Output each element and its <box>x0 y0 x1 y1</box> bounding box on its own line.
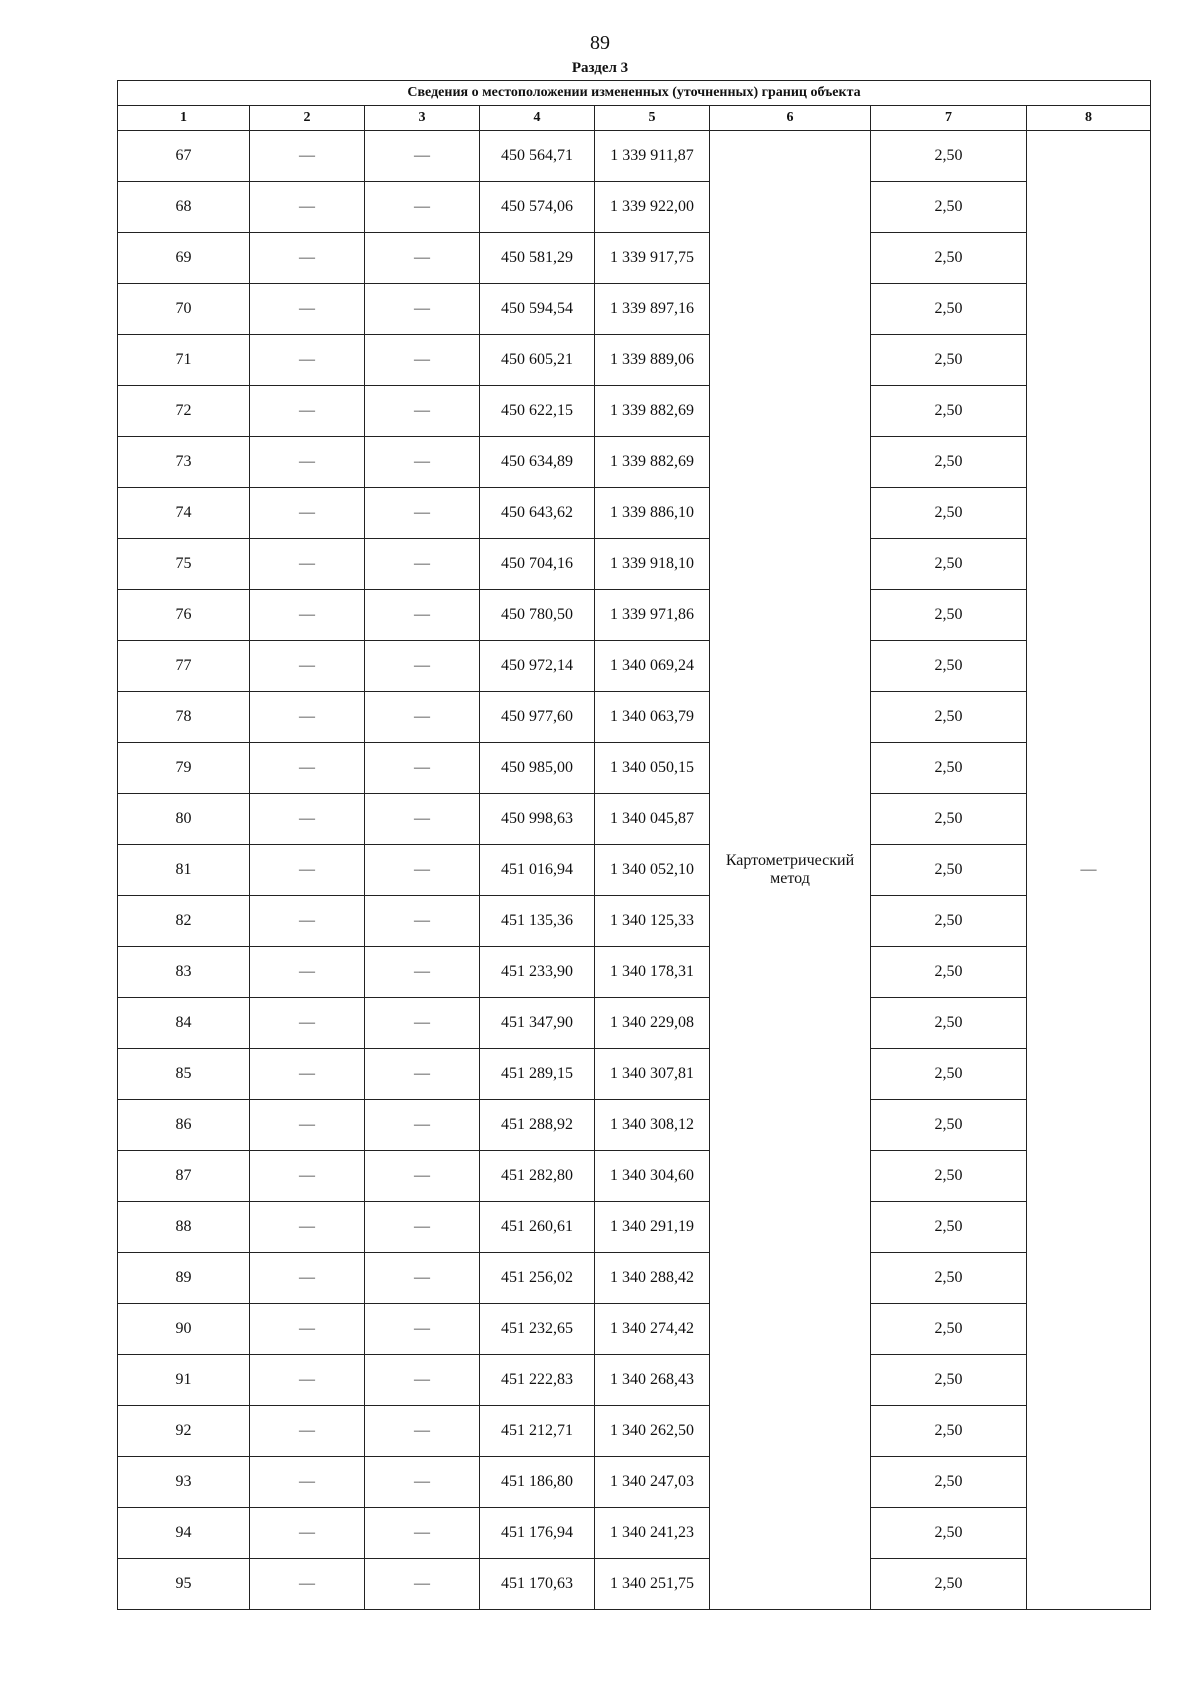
table-row <box>118 1457 1151 1508</box>
precision-cell: 2,50 <box>871 488 1027 539</box>
table-row <box>118 1304 1151 1355</box>
column-3-cell: — <box>365 335 480 386</box>
method-text: Картометрический метод <box>725 852 855 887</box>
precision-cell: 2,50 <box>871 1202 1027 1253</box>
column-3-cell: — <box>365 1508 480 1559</box>
column-2-cell: — <box>250 335 365 386</box>
precision-cell: 2,50 <box>871 1559 1027 1610</box>
precision-cell: 2,50 <box>871 386 1027 437</box>
column-3-cell: — <box>365 488 480 539</box>
column-2-cell: — <box>250 1202 365 1253</box>
y-coordinate-cell: 1 340 069,24 <box>595 641 710 692</box>
point-number-cell: 94 <box>118 1508 250 1559</box>
point-number-cell: 74 <box>118 488 250 539</box>
point-number-cell: 85 <box>118 1049 250 1100</box>
column-3-cell: — <box>365 641 480 692</box>
precision-cell: 2,50 <box>871 1508 1027 1559</box>
method-cell <box>710 131 871 1610</box>
x-coordinate-cell: 450 574,06 <box>480 182 595 233</box>
column-2-cell: — <box>250 1049 365 1100</box>
column-2-cell: — <box>250 437 365 488</box>
y-coordinate-cell: 1 340 241,23 <box>595 1508 710 1559</box>
table-row <box>118 845 1151 896</box>
y-coordinate-cell: 1 339 882,69 <box>595 386 710 437</box>
point-number-cell: 89 <box>118 1253 250 1304</box>
precision-cell: 2,50 <box>871 335 1027 386</box>
column-2-cell: — <box>250 1100 365 1151</box>
column-3-cell: — <box>365 845 480 896</box>
column-2-cell: — <box>250 1304 365 1355</box>
table-row <box>118 641 1151 692</box>
x-coordinate-cell: 451 170,63 <box>480 1559 595 1610</box>
y-coordinate-cell: 1 340 045,87 <box>595 794 710 845</box>
column-8-cell <box>1027 131 1151 1610</box>
point-number-cell: 91 <box>118 1355 250 1406</box>
x-coordinate-cell: 450 594,54 <box>480 284 595 335</box>
table-row <box>118 437 1151 488</box>
y-coordinate-cell: 1 340 229,08 <box>595 998 710 1049</box>
y-coordinate-cell: 1 340 251,75 <box>595 1559 710 1610</box>
column-2-cell: — <box>250 896 365 947</box>
column-number: 3 <box>365 106 480 131</box>
precision-cell: 2,50 <box>871 1304 1027 1355</box>
column-3-cell: — <box>365 1151 480 1202</box>
column-2-cell: — <box>250 641 365 692</box>
y-coordinate-cell: 1 340 052,10 <box>595 845 710 896</box>
precision-cell: 2,50 <box>871 998 1027 1049</box>
column-number: 4 <box>480 106 595 131</box>
column-3-cell: — <box>365 1559 480 1610</box>
y-coordinate-cell: 1 340 063,79 <box>595 692 710 743</box>
y-coordinate-cell: 1 339 897,16 <box>595 284 710 335</box>
x-coordinate-cell: 451 212,71 <box>480 1406 595 1457</box>
x-coordinate-cell: 450 581,29 <box>480 233 595 284</box>
point-number-cell: 90 <box>118 1304 250 1355</box>
point-number-cell: 77 <box>118 641 250 692</box>
y-coordinate-cell: 1 340 307,81 <box>595 1049 710 1100</box>
column-number: 6 <box>710 106 871 131</box>
x-coordinate-cell: 451 222,83 <box>480 1355 595 1406</box>
table-row <box>118 794 1151 845</box>
x-coordinate-cell: 451 260,61 <box>480 1202 595 1253</box>
point-number-cell: 95 <box>118 1559 250 1610</box>
x-coordinate-cell: 451 289,15 <box>480 1049 595 1100</box>
x-coordinate-cell: 451 288,92 <box>480 1100 595 1151</box>
column-8-text: — <box>1080 861 1097 878</box>
precision-cell: 2,50 <box>871 845 1027 896</box>
y-coordinate-cell: 1 339 889,06 <box>595 335 710 386</box>
precision-cell: 2,50 <box>871 896 1027 947</box>
table-row <box>118 896 1151 947</box>
column-2-cell: — <box>250 692 365 743</box>
column-number: 1 <box>118 106 250 131</box>
x-coordinate-cell: 451 347,90 <box>480 998 595 1049</box>
table-row <box>118 233 1151 284</box>
precision-cell: 2,50 <box>871 1151 1027 1202</box>
x-coordinate-cell: 450 643,62 <box>480 488 595 539</box>
point-number-cell: 67 <box>118 131 250 182</box>
y-coordinate-cell: 1 339 922,00 <box>595 182 710 233</box>
column-2-cell: — <box>250 386 365 437</box>
x-coordinate-cell: 450 985,00 <box>480 743 595 794</box>
y-coordinate-cell: 1 340 288,42 <box>595 1253 710 1304</box>
x-coordinate-cell: 451 233,90 <box>480 947 595 998</box>
precision-cell: 2,50 <box>871 590 1027 641</box>
y-coordinate-cell: 1 339 971,86 <box>595 590 710 641</box>
table-row <box>118 182 1151 233</box>
point-number-cell: 83 <box>118 947 250 998</box>
precision-cell: 2,50 <box>871 947 1027 998</box>
column-number: 7 <box>871 106 1027 131</box>
table-row <box>118 998 1151 1049</box>
point-number-cell: 81 <box>118 845 250 896</box>
table-row <box>118 488 1151 539</box>
x-coordinate-cell: 450 998,63 <box>480 794 595 845</box>
precision-cell: 2,50 <box>871 233 1027 284</box>
column-3-cell: — <box>365 131 480 182</box>
column-2-cell: — <box>250 131 365 182</box>
column-2-cell: — <box>250 845 365 896</box>
column-2-cell: — <box>250 590 365 641</box>
precision-cell: 2,50 <box>871 641 1027 692</box>
column-3-cell: — <box>365 1304 480 1355</box>
y-coordinate-cell: 1 340 291,19 <box>595 1202 710 1253</box>
point-number-cell: 93 <box>118 1457 250 1508</box>
x-coordinate-cell: 450 704,16 <box>480 539 595 590</box>
column-3-cell: — <box>365 743 480 794</box>
table-row <box>118 131 1151 182</box>
point-number-cell: 72 <box>118 386 250 437</box>
precision-cell: 2,50 <box>871 437 1027 488</box>
column-3-cell: — <box>365 998 480 1049</box>
table-row <box>118 284 1151 335</box>
y-coordinate-cell: 1 340 247,03 <box>595 1457 710 1508</box>
precision-cell: 2,50 <box>871 539 1027 590</box>
column-2-cell: — <box>250 1508 365 1559</box>
boundary-coordinates-table <box>117 80 1151 1610</box>
column-3-cell: — <box>365 1457 480 1508</box>
column-3-cell: — <box>365 1049 480 1100</box>
point-number-cell: 88 <box>118 1202 250 1253</box>
y-coordinate-cell: 1 339 882,69 <box>595 437 710 488</box>
y-coordinate-cell: 1 340 304,60 <box>595 1151 710 1202</box>
y-coordinate-cell: 1 340 308,12 <box>595 1100 710 1151</box>
table-row <box>118 1202 1151 1253</box>
column-2-cell: — <box>250 284 365 335</box>
column-number: 2 <box>250 106 365 131</box>
point-number-cell: 87 <box>118 1151 250 1202</box>
x-coordinate-cell: 450 780,50 <box>480 590 595 641</box>
point-number-cell: 75 <box>118 539 250 590</box>
x-coordinate-cell: 450 564,71 <box>480 131 595 182</box>
column-3-cell: — <box>365 1100 480 1151</box>
point-number-cell: 68 <box>118 182 250 233</box>
y-coordinate-cell: 1 340 050,15 <box>595 743 710 794</box>
column-2-cell: — <box>250 998 365 1049</box>
table-caption-row <box>118 81 1151 106</box>
precision-cell: 2,50 <box>871 1253 1027 1304</box>
page-number: 89 <box>590 32 610 54</box>
point-number-cell: 71 <box>118 335 250 386</box>
column-2-cell: — <box>250 1355 365 1406</box>
column-2-cell: — <box>250 743 365 794</box>
y-coordinate-cell: 1 340 178,31 <box>595 947 710 998</box>
column-3-cell: — <box>365 1355 480 1406</box>
column-3-cell: — <box>365 1202 480 1253</box>
point-number-cell: 86 <box>118 1100 250 1151</box>
x-coordinate-cell: 451 232,65 <box>480 1304 595 1355</box>
point-number-cell: 70 <box>118 284 250 335</box>
column-2-cell: — <box>250 794 365 845</box>
point-number-cell: 73 <box>118 437 250 488</box>
precision-cell: 2,50 <box>871 284 1027 335</box>
table-row <box>118 692 1151 743</box>
y-coordinate-cell: 1 340 125,33 <box>595 896 710 947</box>
x-coordinate-cell: 451 016,94 <box>480 845 595 896</box>
column-number: 8 <box>1027 106 1151 131</box>
column-number-row <box>118 106 1151 131</box>
y-coordinate-cell: 1 339 918,10 <box>595 539 710 590</box>
column-number: 5 <box>595 106 710 131</box>
table-row <box>118 1559 1151 1610</box>
x-coordinate-cell: 451 282,80 <box>480 1151 595 1202</box>
x-coordinate-cell: 450 605,21 <box>480 335 595 386</box>
column-2-cell: — <box>250 1406 365 1457</box>
table-row <box>118 386 1151 437</box>
column-2-cell: — <box>250 1151 365 1202</box>
column-3-cell: — <box>365 539 480 590</box>
y-coordinate-cell: 1 339 917,75 <box>595 233 710 284</box>
column-3-cell: — <box>365 590 480 641</box>
y-coordinate-cell: 1 339 886,10 <box>595 488 710 539</box>
point-number-cell: 78 <box>118 692 250 743</box>
x-coordinate-cell: 450 622,15 <box>480 386 595 437</box>
table-row <box>118 947 1151 998</box>
precision-cell: 2,50 <box>871 182 1027 233</box>
table-row <box>118 1049 1151 1100</box>
precision-cell: 2,50 <box>871 743 1027 794</box>
column-2-cell: — <box>250 947 365 998</box>
table-row <box>118 590 1151 641</box>
precision-cell: 2,50 <box>871 794 1027 845</box>
column-3-cell: — <box>365 233 480 284</box>
x-coordinate-cell: 451 135,36 <box>480 896 595 947</box>
y-coordinate-cell: 1 339 911,87 <box>595 131 710 182</box>
table-row <box>118 539 1151 590</box>
table-row <box>118 1151 1151 1202</box>
point-number-cell: 76 <box>118 590 250 641</box>
point-number-cell: 82 <box>118 896 250 947</box>
column-2-cell: — <box>250 1253 365 1304</box>
y-coordinate-cell: 1 340 268,43 <box>595 1355 710 1406</box>
y-coordinate-cell: 1 340 274,42 <box>595 1304 710 1355</box>
point-number-cell: 80 <box>118 794 250 845</box>
precision-cell: 2,50 <box>871 1457 1027 1508</box>
x-coordinate-cell: 450 972,14 <box>480 641 595 692</box>
column-3-cell: — <box>365 947 480 998</box>
column-2-cell: — <box>250 539 365 590</box>
column-3-cell: — <box>365 386 480 437</box>
x-coordinate-cell: 450 634,89 <box>480 437 595 488</box>
point-number-cell: 79 <box>118 743 250 794</box>
table-row <box>118 1253 1151 1304</box>
column-2-cell: — <box>250 182 365 233</box>
table-row <box>118 335 1151 386</box>
precision-cell: 2,50 <box>871 1406 1027 1457</box>
column-2-cell: — <box>250 1457 365 1508</box>
column-2-cell: — <box>250 233 365 284</box>
column-3-cell: — <box>365 794 480 845</box>
point-number-cell: 69 <box>118 233 250 284</box>
x-coordinate-cell: 450 977,60 <box>480 692 595 743</box>
point-number-cell: 84 <box>118 998 250 1049</box>
column-2-cell: — <box>250 488 365 539</box>
column-3-cell: — <box>365 437 480 488</box>
table-row <box>118 1406 1151 1457</box>
y-coordinate-cell: 1 340 262,50 <box>595 1406 710 1457</box>
point-number-cell: 92 <box>118 1406 250 1457</box>
column-2-cell: — <box>250 1559 365 1610</box>
precision-cell: 2,50 <box>871 692 1027 743</box>
precision-cell: 2,50 <box>871 131 1027 182</box>
table-caption: Сведения о местоположении измененных (уточненных) границ объекта <box>118 81 1151 106</box>
x-coordinate-cell: 451 176,94 <box>480 1508 595 1559</box>
precision-cell: 2,50 <box>871 1100 1027 1151</box>
x-coordinate-cell: 451 256,02 <box>480 1253 595 1304</box>
column-3-cell: — <box>365 182 480 233</box>
table-row <box>118 1355 1151 1406</box>
table-row <box>118 743 1151 794</box>
precision-cell: 2,50 <box>871 1355 1027 1406</box>
column-3-cell: — <box>365 896 480 947</box>
column-3-cell: — <box>365 1406 480 1457</box>
column-3-cell: — <box>365 692 480 743</box>
section-title: Раздел 3 <box>571 60 629 76</box>
precision-cell: 2,50 <box>871 1049 1027 1100</box>
table-row <box>118 1508 1151 1559</box>
column-3-cell: — <box>365 1253 480 1304</box>
x-coordinate-cell: 451 186,80 <box>480 1457 595 1508</box>
column-3-cell: — <box>365 284 480 335</box>
table-row <box>118 1100 1151 1151</box>
